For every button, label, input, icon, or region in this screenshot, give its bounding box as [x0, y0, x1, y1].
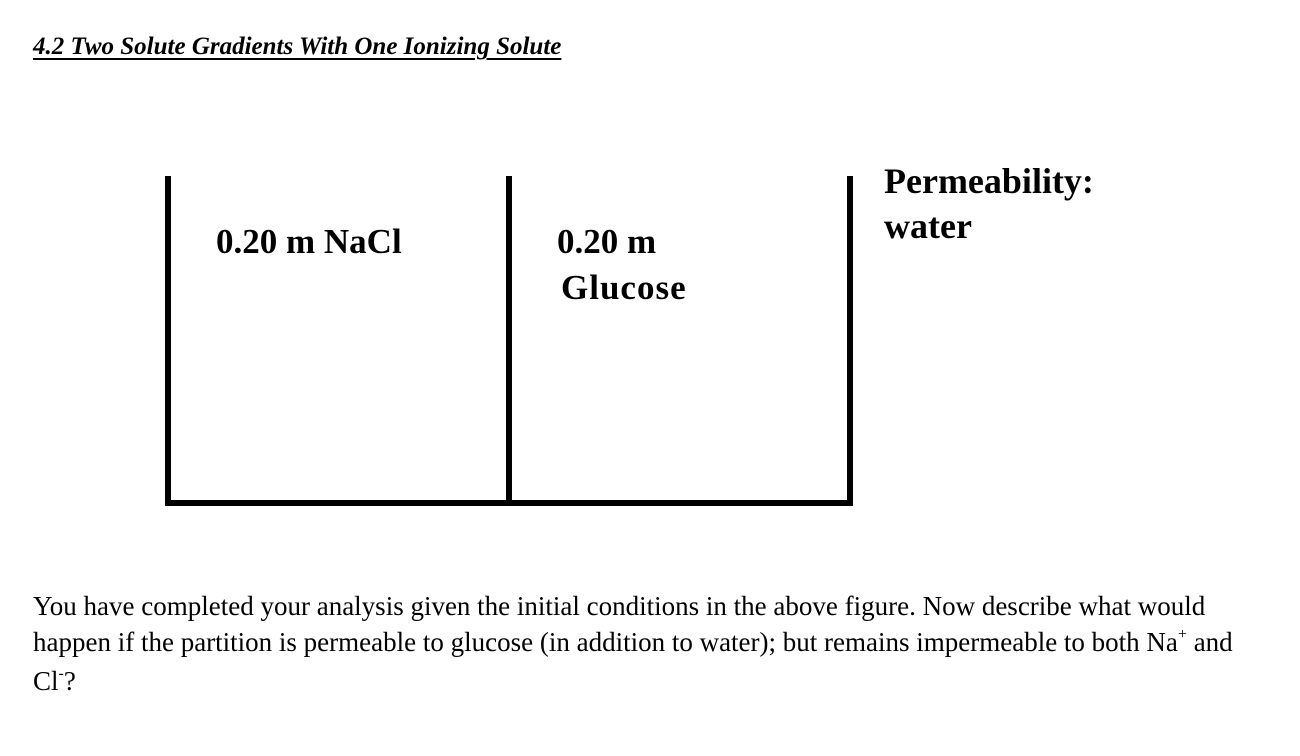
section-title: 4.2 Two Solute Gradients With One Ionizing Solute [33, 33, 562, 60]
chloride-charge: - [58, 665, 64, 682]
left-compartment-label: 0.20 m NaCl [216, 222, 402, 261]
question-text: You have completed your analysis given the initial conditions in the above figure. Now describe what would happen if the partition is permeable to glucose (in addition to water); but remains impermeable to both Na [33, 591, 1206, 657]
partition-membrane [506, 176, 512, 506]
permeability-value: water [884, 206, 972, 246]
container-left-wall [165, 176, 171, 506]
question-text-end: ? [63, 666, 76, 696]
container-bottom [165, 500, 853, 506]
right-compartment-concentration: 0.20 m [557, 222, 657, 261]
container-right-wall [847, 176, 853, 506]
sodium-charge: + [1177, 625, 1187, 643]
permeability-title: Permeability: [884, 161, 1094, 201]
question-paragraph [33, 589, 1233, 704]
right-compartment-solute: Glucose [561, 268, 687, 307]
question-text-middle: and Cl [33, 626, 1233, 696]
